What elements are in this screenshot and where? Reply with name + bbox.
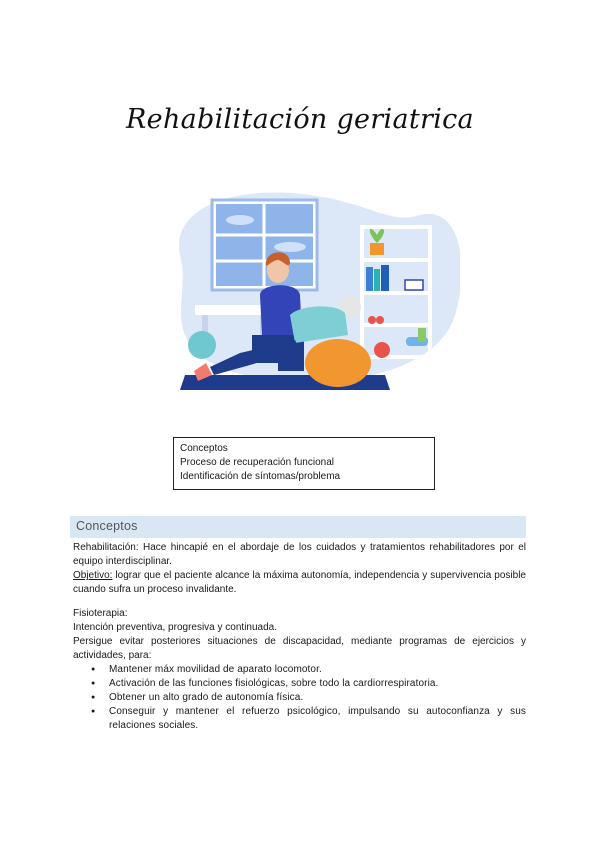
objective-label: Objetivo: [73,570,113,581]
toc-item[interactable]: Proceso de recuperación funcional [180,457,334,468]
rehabilitation-text: Hace hincapié en el abordaje de los cuidados y tratamientos rehabilitadores por el equipo interdisciplinar. [73,542,526,567]
table-of-contents [173,437,435,490]
toc-item[interactable]: Conceptos [180,443,228,454]
fisioterapia-list [73,663,526,733]
window-icon [212,200,317,290]
objective-text: lograr que el paciente alcance la máxima autonomía, independencia y supervivencia posible cuando sufra un proceso invalidante. [73,570,526,595]
toc-item[interactable]: Identificación de síntomas/problema [180,471,341,482]
fisioterapia-line-2: Persigue evitar posteriores situaciones de discapacidad, mediante programas de ejercicios y actividades, para: [73,636,526,661]
section-heading: Conceptos [70,516,526,538]
rehabilitation-illustration [160,185,460,395]
document-title: Rehabilitación geriatrica [126,104,474,135]
fisioterapia-line-1: Intención preventiva, progresiva y continuada. [73,622,278,633]
list-item: ● Mantener máx movilidad de aparato locomotor. [109,663,526,677]
section-body [73,541,526,733]
exercise-ball [305,339,371,387]
small-ball [188,331,216,359]
rehabilitation-label: Rehabilitación: [73,542,139,553]
objective-paragraph [73,569,526,597]
rehabilitation-paragraph [73,541,526,569]
list-item: ● Obtener un alto grado de autonomía física. [109,691,526,705]
fisioterapia-heading: Fisioterapia: [73,608,128,619]
list-item: ● Activación de las funciones fisiológicas, sobre todo la cardiorrespiratoria. [109,677,526,691]
list-item: ● Conseguir y mantener el refuerzo psicológico, impulsando su autoconfianza y sus relaciones sociales. [109,705,526,733]
red-ball [374,342,390,358]
